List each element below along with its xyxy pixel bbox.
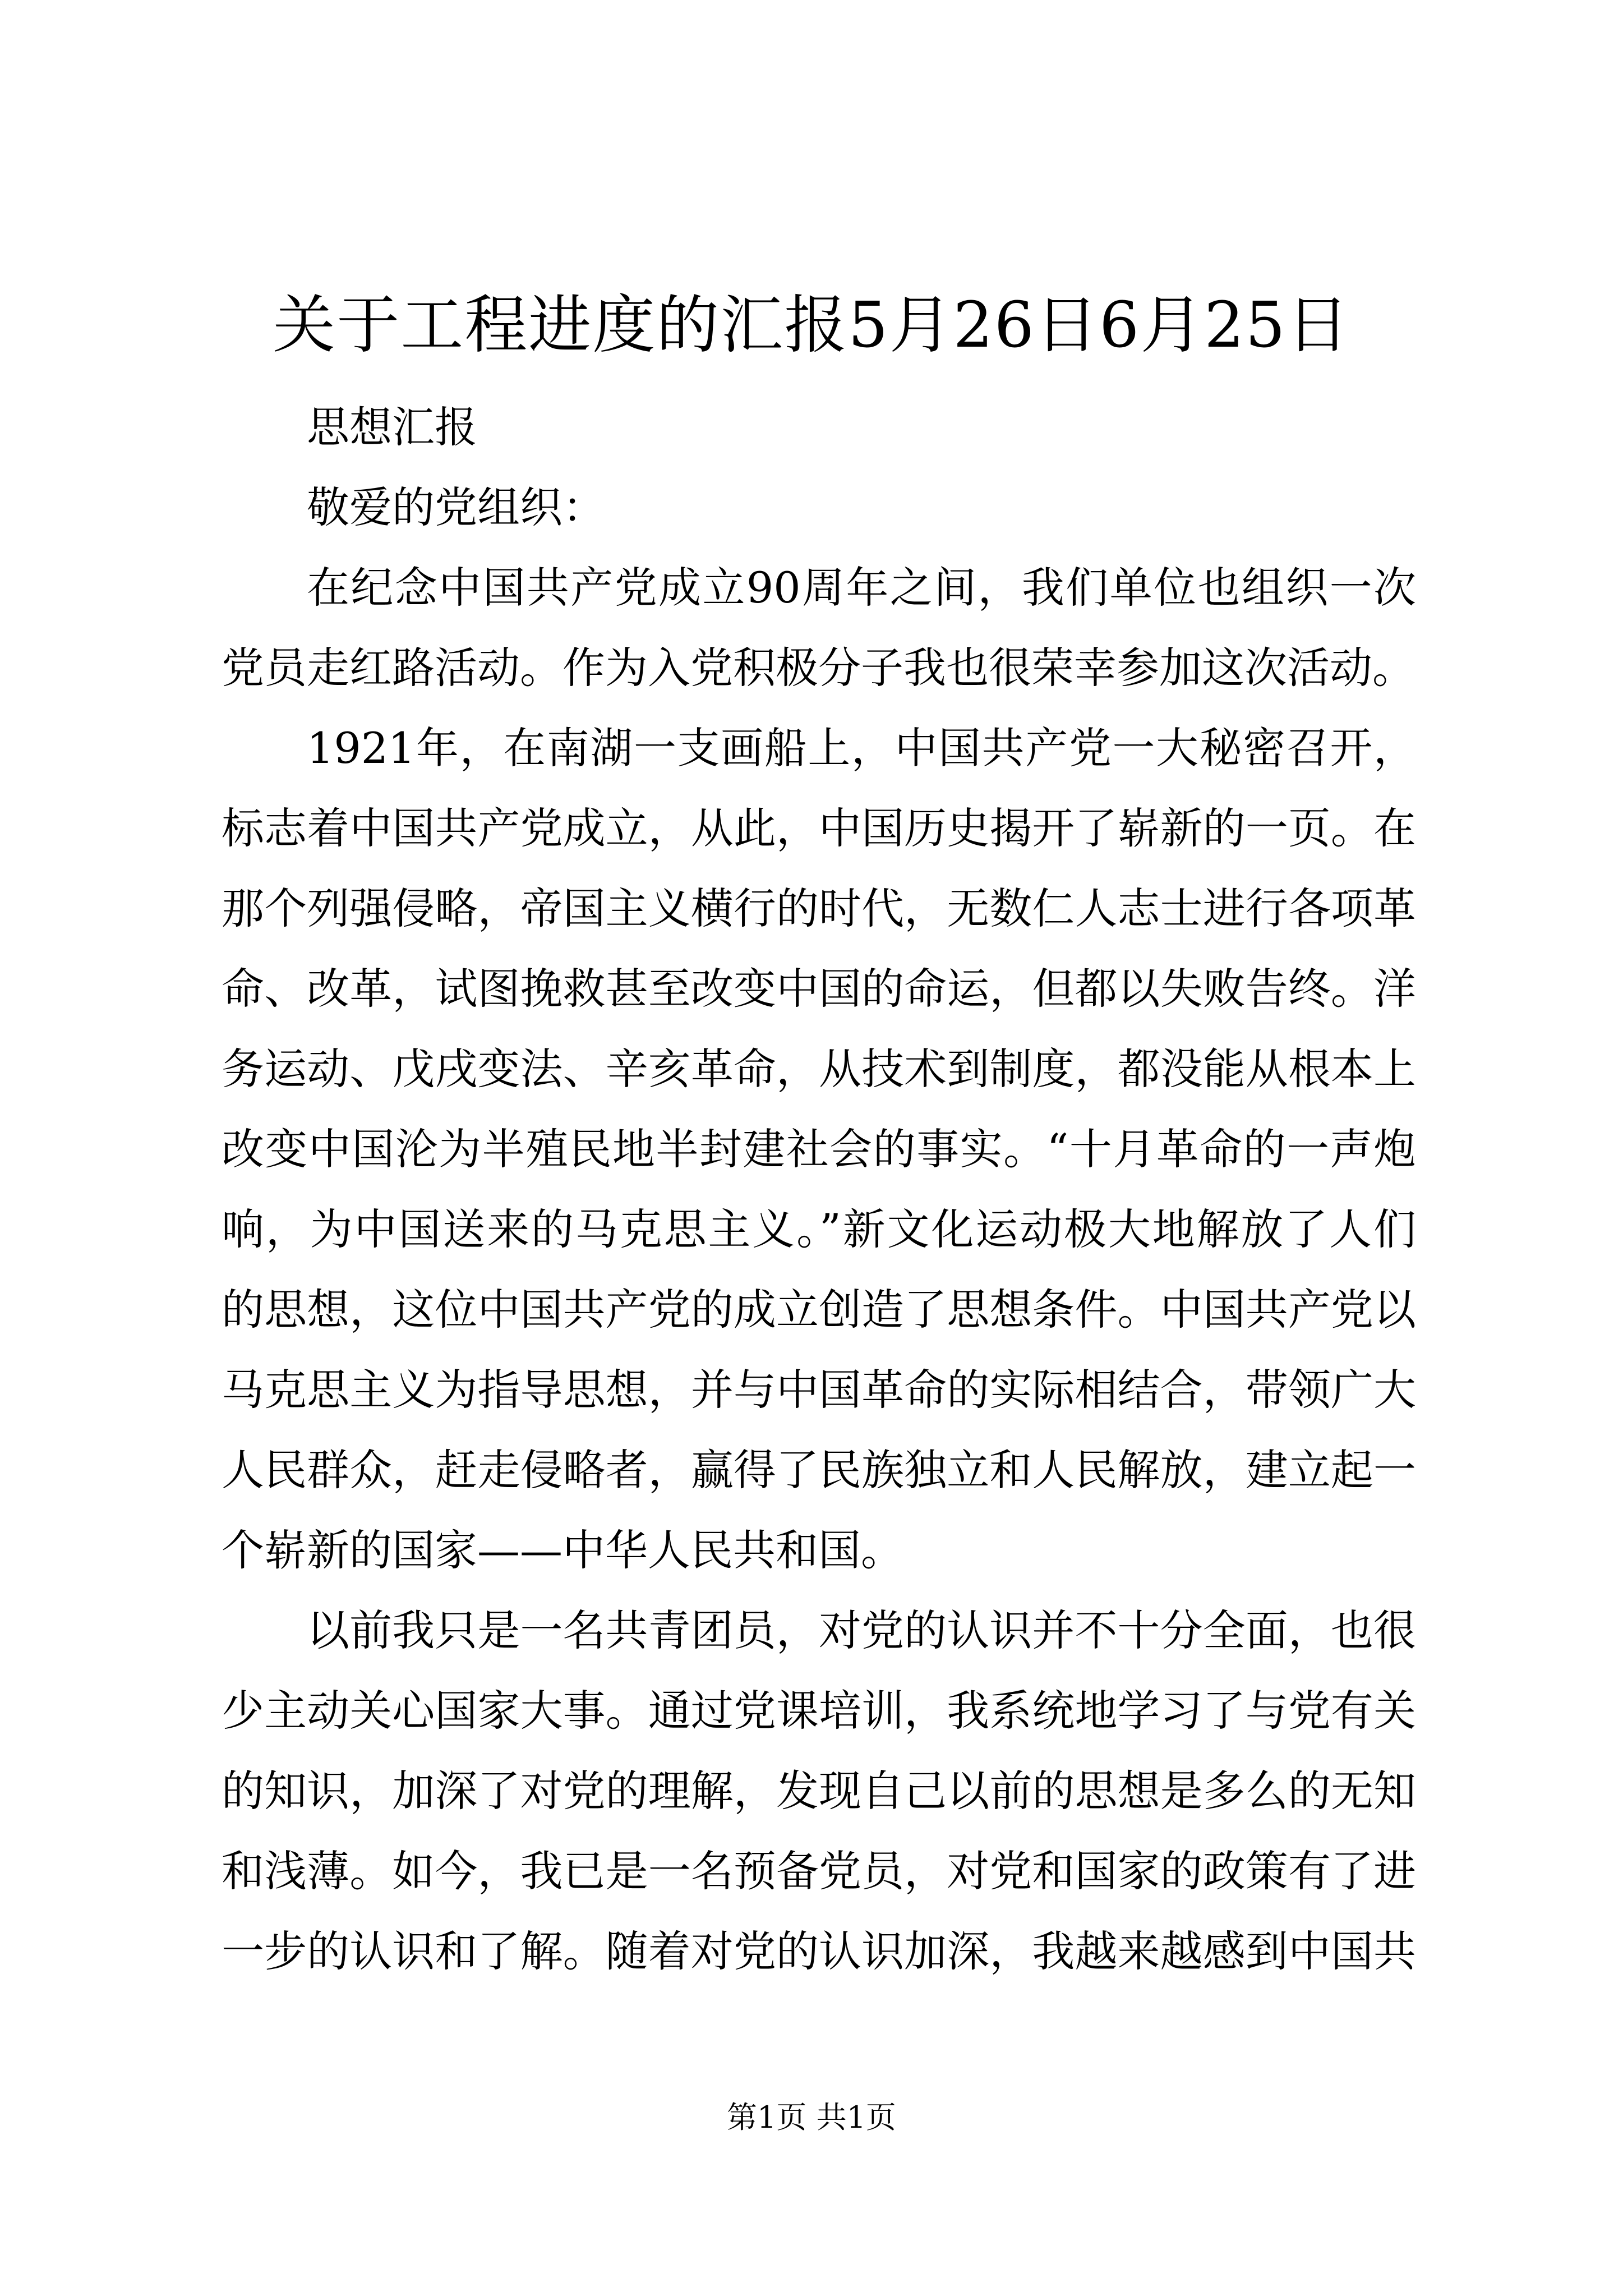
paragraph-line: 标志着中国共产党成立，从此，中国历史揭开了崭新的一页。在 [222,803,1416,853]
paragraph-line: 的知识，加深了对党的理解，发现自己以前的思想是多么的无知 [222,1766,1416,1816]
paragraph-line: 一步的认识和了解。随着对党的认识加深，我越来越感到中国共 [222,1926,1416,1976]
paragraph-line: 少主动关心国家大事。通过党课培训，我系统地学习了与党有关 [222,1686,1416,1736]
paragraph-line: 1921年，在南湖一支画船上，中国共产党一大秘密召开， [307,723,1416,773]
document-body [222,387,1416,1991]
paragraph-line: 在纪念中国共产党成立90周年之间，我们单位也组织一次 [307,563,1416,613]
paragraph-line: 响，为中国送来的马克思主义。”新文化运动极大地解放了人们 [222,1204,1416,1254]
paragraph-line: 人民群众，赶走侵略者，赢得了民族独立和人民解放，建立起一 [222,1445,1416,1495]
paragraph-line: 和浅薄。如今，我已是一名预备党员，对党和国家的政策有了进 [222,1846,1416,1896]
paragraph-line: 务运动、戊戌变法、辛亥革命，从技术到制度，都没能从根本上 [222,1044,1416,1094]
document-title: 关于工程进度的汇报5月26日6月25日 [273,289,1350,362]
paragraph-line: 命、改革，试图挽救甚至改变中国的命运，但都以失败告终。洋 [222,964,1416,1014]
page-footer: 第1页 共1页 [727,2100,896,2135]
paragraph-line: 以前我只是一名共青团员，对党的认识并不十分全面，也很 [307,1605,1416,1655]
paragraph-line: 马克思主义为指导思想，并与中国革命的实际相结合，带领广大 [222,1365,1416,1415]
salutation: 敬爱的党组织： [307,482,605,532]
section-heading: 思想汇报 [307,402,477,452]
paragraph-line: 的思想，这位中国共产党的成立创造了思想条件。中国共产党以 [222,1285,1416,1335]
paragraph-line: 改变中国沦为半殖民地半封建社会的事实。“十月革命的一声炮 [222,1124,1416,1174]
paragraph-line: 党员走红路活动。作为入党积极分子我也很荣幸参加这次活动。 [222,643,1415,693]
paragraph-line: 那个列强侵略，帝国主义横行的时代，无数仁人志士进行各项革 [222,884,1416,933]
paragraph-line: 个崭新的国家——中华人民共和国。 [222,1525,903,1575]
